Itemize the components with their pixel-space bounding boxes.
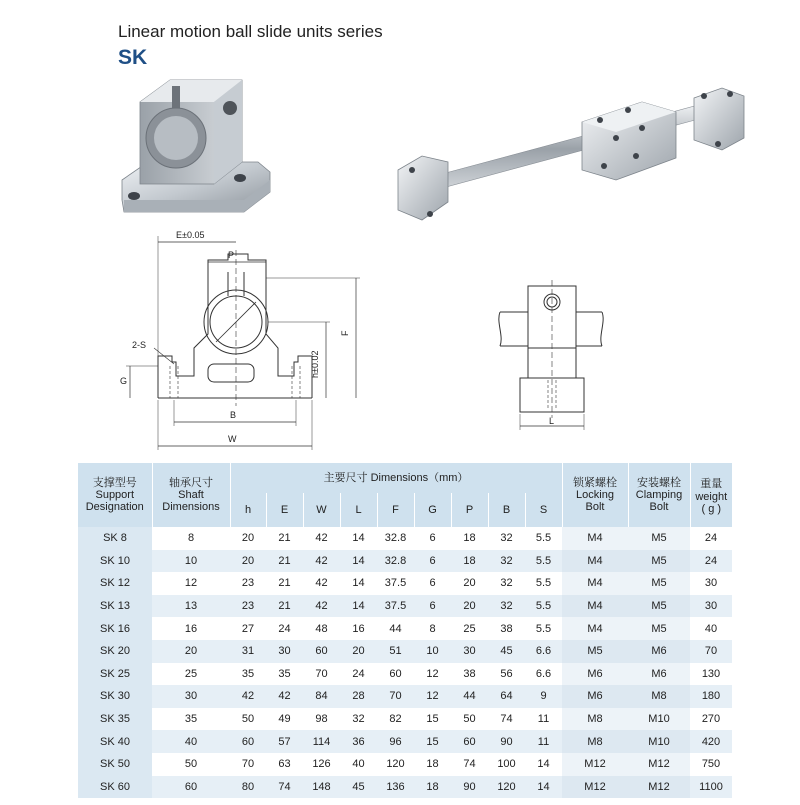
- table-row: [78, 550, 732, 573]
- cell-l: 24: [340, 663, 377, 686]
- cell-weight: 24: [690, 550, 732, 573]
- cell-p: 18: [451, 527, 488, 550]
- cell-shaft: 8: [152, 527, 230, 550]
- cell-shaft: 13: [152, 595, 230, 618]
- cell-shaft: 30: [152, 685, 230, 708]
- cell-e: 21: [266, 527, 303, 550]
- header-dimensions: 主要尺寸 Dimensions（mm）: [230, 463, 562, 493]
- cell-b: 56: [488, 663, 525, 686]
- cell-g: 18: [414, 776, 451, 799]
- cell-g: 15: [414, 730, 451, 753]
- cell-weight: 750: [690, 753, 732, 776]
- dim-w-label: W: [228, 434, 237, 444]
- cell-locking-bolt: M4: [562, 550, 628, 573]
- cell-f: 44: [377, 617, 414, 640]
- cell-clamping-bolt: M8: [628, 685, 690, 708]
- cell-e: 21: [266, 595, 303, 618]
- cell-weight: 70: [690, 640, 732, 663]
- header-clamping-bolt: 安装螺栓 Clamping Bolt: [628, 463, 690, 527]
- dim-h-label: h±0.02: [310, 350, 320, 378]
- cell-b: 90: [488, 730, 525, 753]
- dim-e-label: E±0.05: [176, 230, 205, 240]
- cell-l: 40: [340, 753, 377, 776]
- cell-weight: 40: [690, 617, 732, 640]
- cell-e: 74: [266, 776, 303, 799]
- cell-p: 20: [451, 595, 488, 618]
- cell-w: 84: [303, 685, 340, 708]
- header-locking-bolt: 锁紧螺栓 Locking Bolt: [562, 463, 628, 527]
- cell-weight: 24: [690, 527, 732, 550]
- cell-f: 51: [377, 640, 414, 663]
- table-row: [78, 572, 732, 595]
- cell-b: 38: [488, 617, 525, 640]
- cell-s: 9: [525, 685, 562, 708]
- cell-locking-bolt: M6: [562, 663, 628, 686]
- cell-g: 18: [414, 753, 451, 776]
- cell-g: 8: [414, 617, 451, 640]
- cell-b: 32: [488, 550, 525, 573]
- cell-f: 70: [377, 685, 414, 708]
- cell-f: 120: [377, 753, 414, 776]
- cell-weight: 180: [690, 685, 732, 708]
- cell-g: 12: [414, 663, 451, 686]
- cell-designation: SK 12: [78, 572, 152, 595]
- cell-l: 20: [340, 640, 377, 663]
- table-row: [78, 595, 732, 618]
- header-col-b: B: [488, 493, 525, 527]
- cell-e: 24: [266, 617, 303, 640]
- header-col-f: F: [377, 493, 414, 527]
- cell-designation: SK 35: [78, 708, 152, 731]
- cell-b: 120: [488, 776, 525, 799]
- cell-locking-bolt: M4: [562, 617, 628, 640]
- cell-f: 96: [377, 730, 414, 753]
- cell-s: 6.6: [525, 663, 562, 686]
- cell-shaft: 16: [152, 617, 230, 640]
- cell-s: 14: [525, 753, 562, 776]
- header-col-s: S: [525, 493, 562, 527]
- cell-s: 5.5: [525, 617, 562, 640]
- cell-designation: SK 10: [78, 550, 152, 573]
- page-title: Linear motion ball slide units series: [118, 22, 383, 41]
- cell-g: 15: [414, 708, 451, 731]
- cell-h: 70: [230, 753, 266, 776]
- cell-b: 32: [488, 572, 525, 595]
- cell-clamping-bolt: M12: [628, 753, 690, 776]
- sk-block-photo: [118, 72, 278, 232]
- cell-designation: SK 30: [78, 685, 152, 708]
- header-weight: 重量 weight ( g ): [690, 463, 732, 527]
- side-view-drawing: [494, 280, 614, 440]
- cell-locking-bolt: M4: [562, 595, 628, 618]
- cell-designation: SK 13: [78, 595, 152, 618]
- cell-weight: 420: [690, 730, 732, 753]
- table-row: [78, 527, 732, 550]
- cell-clamping-bolt: M6: [628, 663, 690, 686]
- cell-h: 23: [230, 572, 266, 595]
- cell-clamping-bolt: M6: [628, 640, 690, 663]
- header-col-e: E: [266, 493, 303, 527]
- cell-locking-bolt: M4: [562, 572, 628, 595]
- cell-h: 60: [230, 730, 266, 753]
- cell-g: 6: [414, 595, 451, 618]
- cell-e: 21: [266, 572, 303, 595]
- cell-designation: SK 25: [78, 663, 152, 686]
- cell-h: 31: [230, 640, 266, 663]
- dim-f-label: F: [340, 330, 350, 336]
- cell-l: 36: [340, 730, 377, 753]
- cell-e: 30: [266, 640, 303, 663]
- table-row: [78, 708, 732, 731]
- header-col-p: P: [451, 493, 488, 527]
- cell-w: 42: [303, 572, 340, 595]
- cell-h: 42: [230, 685, 266, 708]
- header-col-g: G: [414, 493, 451, 527]
- front-view-drawing: [118, 226, 368, 456]
- cell-locking-bolt: M4: [562, 527, 628, 550]
- cell-b: 64: [488, 685, 525, 708]
- cell-p: 74: [451, 753, 488, 776]
- cell-b: 74: [488, 708, 525, 731]
- cell-s: 6.6: [525, 640, 562, 663]
- cell-shaft: 60: [152, 776, 230, 799]
- cell-weight: 30: [690, 595, 732, 618]
- dim-p-label: P: [228, 250, 235, 260]
- header-shaft: 轴承尺寸 Shaft Dimensions: [152, 463, 230, 527]
- cell-shaft: 50: [152, 753, 230, 776]
- dim-s-label: 2-S: [132, 340, 147, 350]
- spec-table: [78, 463, 732, 798]
- cell-p: 44: [451, 685, 488, 708]
- cell-p: 20: [451, 572, 488, 595]
- cell-e: 42: [266, 685, 303, 708]
- cell-designation: SK 16: [78, 617, 152, 640]
- cell-e: 57: [266, 730, 303, 753]
- cell-w: 42: [303, 527, 340, 550]
- cell-e: 49: [266, 708, 303, 731]
- cell-l: 14: [340, 527, 377, 550]
- cell-f: 32.8: [377, 550, 414, 573]
- cell-clamping-bolt: M5: [628, 572, 690, 595]
- cell-h: 35: [230, 663, 266, 686]
- cell-shaft: 40: [152, 730, 230, 753]
- cell-shaft: 25: [152, 663, 230, 686]
- cell-h: 27: [230, 617, 266, 640]
- cell-w: 114: [303, 730, 340, 753]
- cell-p: 50: [451, 708, 488, 731]
- cell-h: 23: [230, 595, 266, 618]
- cell-l: 16: [340, 617, 377, 640]
- dim-l-label: L: [549, 416, 555, 426]
- cell-weight: 270: [690, 708, 732, 731]
- dim-g-label: G: [120, 376, 128, 386]
- cell-designation: SK 50: [78, 753, 152, 776]
- cell-p: 90: [451, 776, 488, 799]
- header-col-h: h: [230, 493, 266, 527]
- cell-l: 14: [340, 595, 377, 618]
- table-row: [78, 663, 732, 686]
- cell-h: 20: [230, 527, 266, 550]
- cell-w: 60: [303, 640, 340, 663]
- cell-clamping-bolt: M10: [628, 730, 690, 753]
- shaft-assembly-photo: [392, 82, 752, 232]
- cell-shaft: 35: [152, 708, 230, 731]
- cell-locking-bolt: M12: [562, 753, 628, 776]
- spec-table-body: [78, 527, 732, 798]
- cell-b: 32: [488, 595, 525, 618]
- cell-clamping-bolt: M5: [628, 550, 690, 573]
- cell-s: 5.5: [525, 527, 562, 550]
- cell-p: 60: [451, 730, 488, 753]
- cell-s: 5.5: [525, 595, 562, 618]
- cell-f: 60: [377, 663, 414, 686]
- cell-w: 42: [303, 595, 340, 618]
- cell-designation: SK 60: [78, 776, 152, 799]
- cell-e: 21: [266, 550, 303, 573]
- cell-clamping-bolt: M5: [628, 595, 690, 618]
- table-row: [78, 617, 732, 640]
- cell-clamping-bolt: M12: [628, 776, 690, 799]
- cell-clamping-bolt: M5: [628, 527, 690, 550]
- cell-e: 63: [266, 753, 303, 776]
- cell-f: 37.5: [377, 595, 414, 618]
- cell-designation: SK 8: [78, 527, 152, 550]
- cell-shaft: 20: [152, 640, 230, 663]
- cell-clamping-bolt: M5: [628, 617, 690, 640]
- cell-shaft: 12: [152, 572, 230, 595]
- cell-e: 35: [266, 663, 303, 686]
- cell-p: 38: [451, 663, 488, 686]
- table-row: [78, 776, 732, 799]
- cell-h: 20: [230, 550, 266, 573]
- cell-w: 70: [303, 663, 340, 686]
- cell-w: 148: [303, 776, 340, 799]
- cell-s: 11: [525, 708, 562, 731]
- cell-f: 32.8: [377, 527, 414, 550]
- table-row: [78, 685, 732, 708]
- cell-f: 37.5: [377, 572, 414, 595]
- cell-s: 11: [525, 730, 562, 753]
- cell-w: 98: [303, 708, 340, 731]
- cell-s: 5.5: [525, 572, 562, 595]
- cell-designation: SK 40: [78, 730, 152, 753]
- cell-l: 28: [340, 685, 377, 708]
- dim-b-label: B: [230, 410, 237, 420]
- cell-clamping-bolt: M10: [628, 708, 690, 731]
- header-col-l: L: [340, 493, 377, 527]
- cell-l: 14: [340, 572, 377, 595]
- cell-p: 18: [451, 550, 488, 573]
- cell-g: 6: [414, 527, 451, 550]
- cell-w: 42: [303, 550, 340, 573]
- cell-locking-bolt: M8: [562, 730, 628, 753]
- cell-f: 82: [377, 708, 414, 731]
- cell-l: 32: [340, 708, 377, 731]
- cell-h: 50: [230, 708, 266, 731]
- cell-g: 10: [414, 640, 451, 663]
- cell-s: 14: [525, 776, 562, 799]
- cell-p: 30: [451, 640, 488, 663]
- cell-locking-bolt: M5: [562, 640, 628, 663]
- cell-h: 80: [230, 776, 266, 799]
- cell-w: 126: [303, 753, 340, 776]
- cell-b: 32: [488, 527, 525, 550]
- cell-designation: SK 20: [78, 640, 152, 663]
- cell-locking-bolt: M6: [562, 685, 628, 708]
- table-row: [78, 753, 732, 776]
- cell-b: 45: [488, 640, 525, 663]
- series-code: SK: [118, 46, 148, 69]
- header-col-w: W: [303, 493, 340, 527]
- cell-locking-bolt: M8: [562, 708, 628, 731]
- table-row: [78, 730, 732, 753]
- cell-weight: 1100: [690, 776, 732, 799]
- cell-l: 14: [340, 550, 377, 573]
- cell-weight: 30: [690, 572, 732, 595]
- cell-g: 6: [414, 572, 451, 595]
- cell-l: 45: [340, 776, 377, 799]
- table-row: [78, 640, 732, 663]
- cell-b: 100: [488, 753, 525, 776]
- cell-s: 5.5: [525, 550, 562, 573]
- header-support: 支撑型号 Support Designation: [78, 463, 152, 527]
- cell-w: 48: [303, 617, 340, 640]
- cell-p: 25: [451, 617, 488, 640]
- cell-f: 136: [377, 776, 414, 799]
- cell-weight: 130: [690, 663, 732, 686]
- cell-g: 12: [414, 685, 451, 708]
- cell-shaft: 10: [152, 550, 230, 573]
- cell-locking-bolt: M12: [562, 776, 628, 799]
- cell-g: 6: [414, 550, 451, 573]
